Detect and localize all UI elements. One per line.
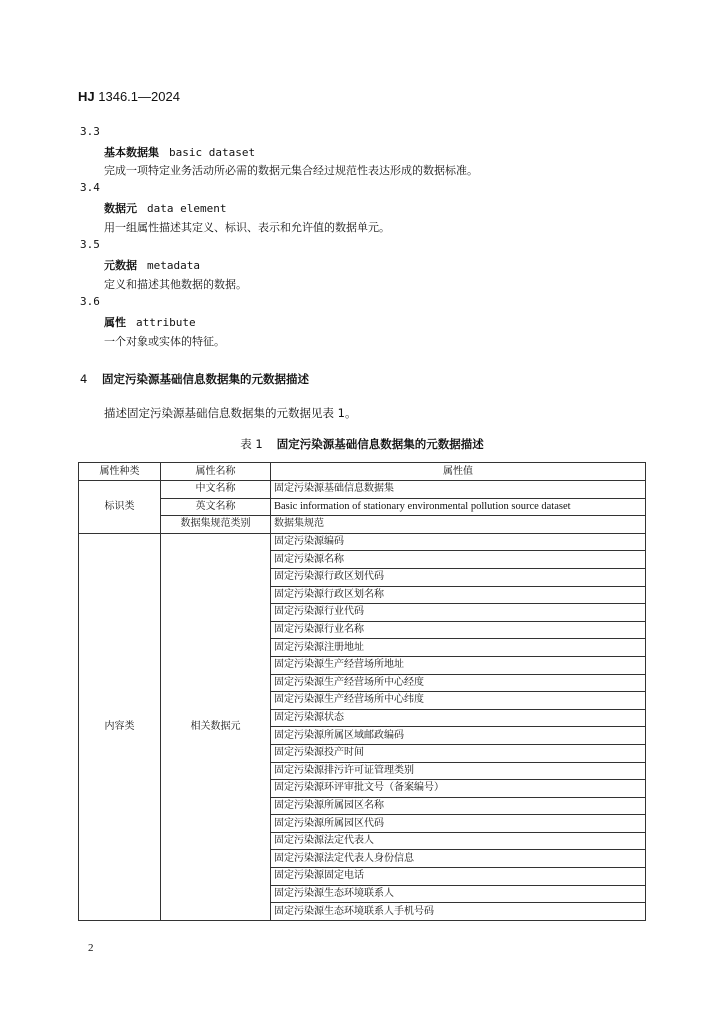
data-element-cell: 固定污染源所属园区名称 [271, 797, 646, 815]
body-paragraph: 描述固定污染源基础信息数据集的元数据见表 1。 [104, 406, 357, 420]
term-zh: 属性 [104, 316, 126, 329]
term-zh: 数据元 [104, 202, 137, 215]
standard-code: HJ [78, 89, 95, 104]
header-attribute-name: 属性名称 [161, 463, 271, 481]
term-definition: 定义和描述其他数据的数据。 [104, 278, 247, 291]
table-row [79, 533, 646, 551]
data-element-cell: 固定污染源名称 [271, 551, 646, 569]
term-definition: 用一组属性描述其定义、标识、表示和允许值的数据单元。 [104, 221, 390, 234]
section-heading [80, 371, 309, 387]
metadata-table [78, 462, 646, 921]
category-cell: 标识类 [79, 481, 161, 534]
data-element-cell: 固定污染源法定代表人 [271, 832, 646, 850]
table-header-row [79, 463, 646, 481]
term-number: 3.3 [80, 125, 100, 138]
data-element-cell: 固定污染源状态 [271, 709, 646, 727]
table-caption [0, 436, 724, 452]
term-title [104, 200, 226, 216]
term-title [104, 314, 196, 330]
table-caption-title: 固定污染源基础信息数据集的元数据描述 [276, 437, 484, 451]
data-element-cell: 固定污染源排污许可证管理类别 [271, 762, 646, 780]
data-element-cell: 固定污染源行政区划代码 [271, 568, 646, 586]
term-definition: 一个对象或实体的特征。 [104, 335, 225, 348]
term-zh: 元数据 [104, 259, 137, 272]
header-attribute-value: 属性值 [271, 463, 646, 481]
data-element-cell: 固定污染源所属园区代码 [271, 815, 646, 833]
data-element-cell: 固定污染源生产经营场所地址 [271, 656, 646, 674]
data-element-cell: 固定污染源生产经营场所中心纬度 [271, 692, 646, 710]
standard-number: 1346.1—2024 [98, 89, 180, 104]
data-element-cell: 固定污染源投产时间 [271, 744, 646, 762]
term-number: 3.5 [80, 238, 100, 251]
table-caption-number: 表 1 [240, 437, 263, 451]
table-row [79, 516, 646, 534]
standard-header [78, 89, 180, 104]
data-element-cell: 固定污染源注册地址 [271, 639, 646, 657]
attribute-name-cell: 相关数据元 [161, 533, 271, 920]
term-zh: 基本数据集 [104, 146, 159, 159]
data-element-cell: 固定污染源行政区划名称 [271, 586, 646, 604]
data-element-cell: 固定污染源生产经营场所中心经度 [271, 674, 646, 692]
term-title [104, 144, 255, 160]
term-number: 3.6 [80, 295, 100, 308]
data-element-cell: 固定污染源生态环境联系人 [271, 885, 646, 903]
data-element-cell: 固定污染源所属区域邮政编码 [271, 727, 646, 745]
attribute-name-cell: 英文名称 [161, 498, 271, 516]
header-attribute-category: 属性种类 [79, 463, 161, 481]
attribute-value-cell: Basic information of stationary environmental pollution source dataset [271, 498, 646, 516]
term-en: data element [147, 202, 227, 215]
attribute-name-cell: 中文名称 [161, 481, 271, 499]
term-en: basic dataset [169, 146, 256, 159]
attribute-value-cell: 固定污染源基础信息数据集 [271, 481, 646, 499]
data-element-cell: 固定污染源法定代表人身份信息 [271, 850, 646, 868]
section-number: 4 [80, 372, 88, 386]
data-element-cell: 固定污染源生态环境联系人手机号码 [271, 903, 646, 921]
section-title: 固定污染源基础信息数据集的元数据描述 [102, 372, 309, 386]
data-element-cell: 固定污染源编码 [271, 533, 646, 551]
data-element-cell: 固定污染源固定电话 [271, 868, 646, 886]
term-definition: 完成一项特定业务活动所必需的数据元集合经过规范性表达形成的数据标准。 [104, 164, 478, 177]
term-en: metadata [147, 259, 200, 272]
attribute-name-cell: 数据集规范类别 [161, 516, 271, 534]
table-row [79, 498, 646, 516]
attribute-value-cell: 数据集规范 [271, 516, 646, 534]
data-element-cell: 固定污染源环评审批文号（备案编号） [271, 780, 646, 798]
term-number: 3.4 [80, 181, 100, 194]
term-title [104, 257, 200, 273]
term-en: attribute [136, 316, 196, 329]
page-number: 2 [88, 942, 94, 954]
data-element-cell: 固定污染源行业名称 [271, 621, 646, 639]
data-element-cell: 固定污染源行业代码 [271, 604, 646, 622]
category-cell: 内容类 [79, 533, 161, 920]
table-row [79, 481, 646, 499]
